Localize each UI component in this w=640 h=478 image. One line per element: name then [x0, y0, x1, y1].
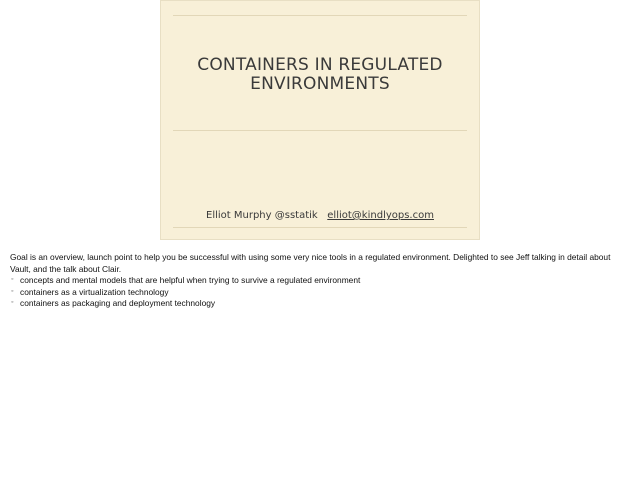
notes-bullet-item: ◦ containers as a virtualization technology [10, 287, 632, 299]
speaker-notes [10, 252, 632, 310]
notes-bullet-item: ◦ containers as packaging and deployment technology [10, 298, 632, 310]
slide-byline [161, 210, 479, 221]
slide-title: CONTAINERS IN REGULATED ENVIRONMENTS [197, 55, 443, 94]
slide-bottom-rule [173, 227, 467, 228]
notes-bullet-list [10, 275, 632, 310]
author-email-link[interactable]: elliot@kindlyops.com [327, 210, 434, 221]
slide-top-rule [173, 15, 467, 16]
author-name: Elliot Murphy @sstatik [206, 210, 318, 221]
slide-middle-rule [173, 130, 467, 131]
notes-paragraph: Goal is an overview, launch point to help you be successful with using some very nice tools in a regulated environment. Delighted to see Jeff talking in detail about Vault, and the talk about Clair. [10, 252, 611, 274]
notes-bullet-item: ◦ concepts and mental models that are helpful when trying to survive a regulated environment [10, 275, 632, 287]
slide-thumbnail [160, 0, 480, 240]
